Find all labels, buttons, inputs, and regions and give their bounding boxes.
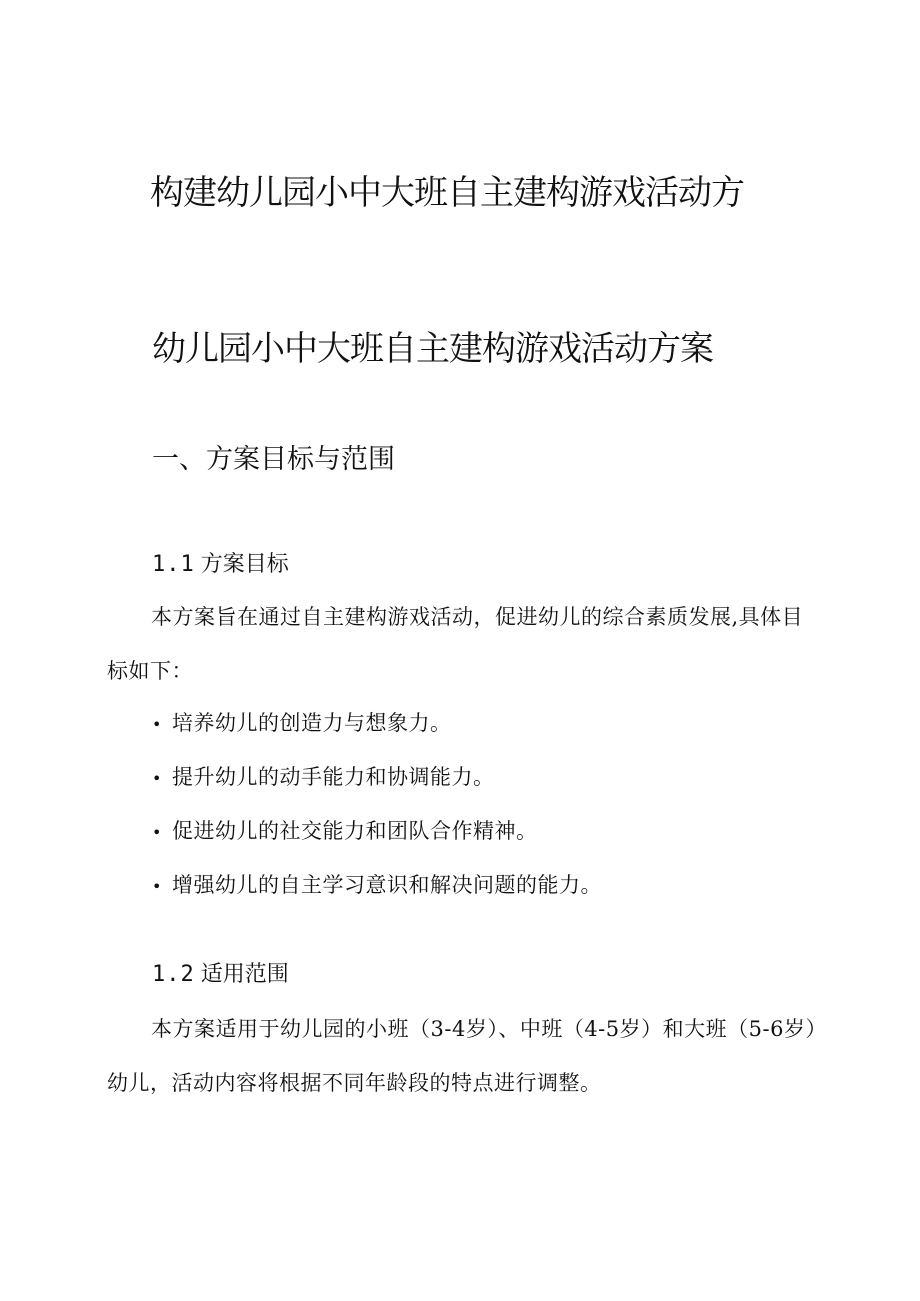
document-subtitle: 幼儿园小中大班自主建构游戏活动方案 — [152, 329, 713, 369]
subsection-title: 适用范围 — [200, 962, 289, 987]
scope-paragraph: 本方案适用于幼儿园的小班（3-4岁）、中班（4-5岁）和大班（5-6岁）幼儿，活动内容将根据不同年龄段的特点进行调整。 — [107, 1017, 817, 1095]
subsection-heading-goals — [152, 550, 289, 580]
list-item — [152, 701, 602, 755]
section-heading: 一、方案目标与范围 — [152, 444, 395, 475]
list-item-text: 增强幼儿的自主学习意识和解决问题的能力。 — [172, 873, 602, 897]
bullet-icon: • — [152, 715, 162, 734]
list-item — [152, 755, 602, 809]
bullet-icon: • — [152, 823, 162, 842]
list-item-text: 促进幼儿的社交能力和团队合作精神。 — [172, 819, 538, 843]
subsection-number: 1.2 — [152, 962, 195, 987]
subsection-heading-scope — [152, 960, 289, 990]
document-title: 构建幼儿园小中大班自主建构游戏活动方 — [150, 173, 744, 213]
goals-intro-paragraph: 本方案旨在通过自主建构游戏活动，促进幼儿的综合素质发展,具体目标如下： — [107, 605, 804, 683]
list-item — [152, 863, 602, 917]
goals-bullet-list — [152, 701, 602, 917]
bullet-icon: • — [152, 877, 162, 896]
subsection-title: 方案目标 — [200, 552, 289, 577]
list-item — [152, 809, 602, 863]
list-item-text: 培养幼儿的创造力与想象力。 — [172, 711, 452, 735]
list-item-text: 提升幼儿的动手能力和协调能力。 — [172, 765, 495, 789]
bullet-icon: • — [152, 769, 162, 788]
subsection-number: 1.1 — [152, 552, 195, 577]
